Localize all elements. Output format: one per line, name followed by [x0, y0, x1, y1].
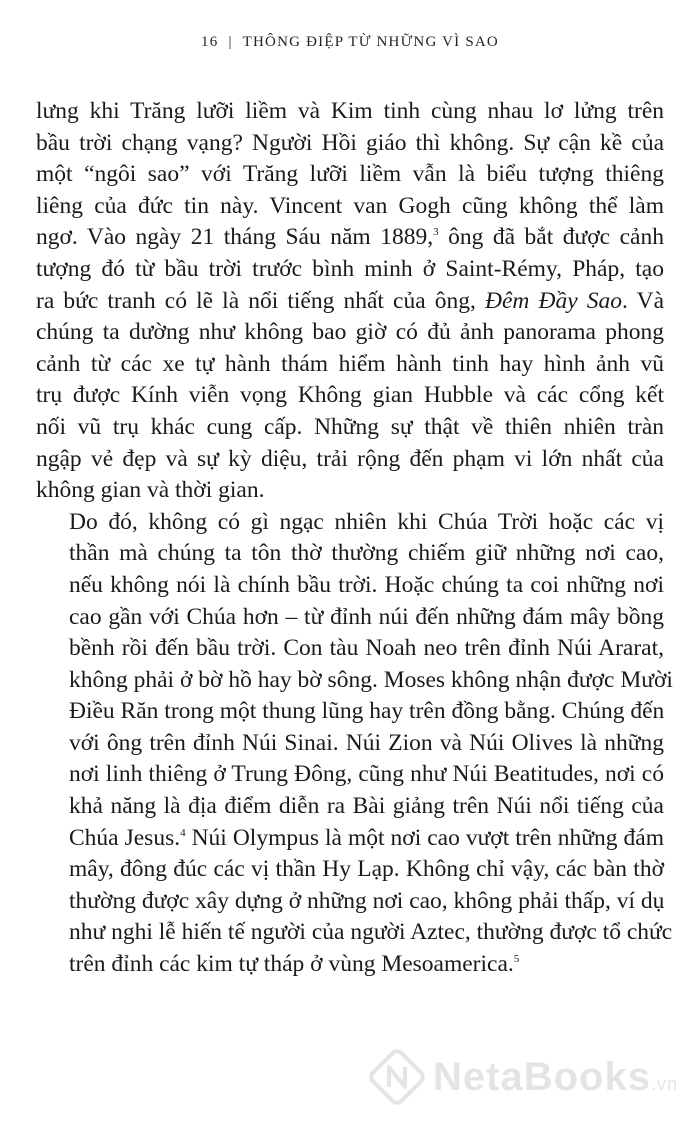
body-text — [36, 96, 673, 981]
line-text: trên đỉnh các kim tự tháp ở vùng Mesoamerica. — [69, 951, 514, 978]
footnote-marker: 4 — [180, 826, 186, 839]
text-line: không gian và thời gian. — [36, 477, 265, 504]
text-line: không phải ở bờ hồ hay bờ sông. Moses không nhận được Mười — [69, 666, 673, 693]
text-line: nếu không nói là chính bầu trời. Hoặc chúng ta coi những nơi — [69, 571, 664, 598]
paragraph-2 — [36, 507, 673, 981]
watermark-text — [433, 1055, 678, 1100]
footnote-marker: 5 — [513, 953, 520, 966]
paragraph-1 — [36, 96, 664, 507]
text-line: lưng khi Trăng lưỡi liềm và Kim tinh cùng nhau lơ lửng trên — [36, 98, 664, 124]
text-line: mây, đông đúc các vị thần Hy Lạp. Không chỉ vậy, các bàn thờ — [69, 856, 664, 883]
text-line: bầu trời chạng vạng? Người Hồi giáo thì không. Sự cận kề của — [36, 129, 664, 156]
chapter-title: THÔNG ĐIỆP TỪ NHỮNG VÌ SAO — [242, 34, 499, 50]
line-text: ông đã bắt được cảnh — [438, 224, 664, 251]
text-line: liêng của đức tin này. Vincent van Gogh cũng không thể làm — [36, 192, 664, 219]
text-line: chúng ta dường như không bao giờ có đủ ảnh panorama phong — [36, 319, 664, 346]
page-number: 16 — [201, 34, 219, 50]
text-line: thường được xây dựng ở những nơi cao, không phải thấp, ví dụ — [69, 887, 665, 914]
text-line: tượng đó từ bầu trời trước bình minh ở Saint-Rémy, Pháp, tạo — [36, 255, 664, 282]
netabooks-logo-icon — [367, 1047, 427, 1107]
text-line: thần mà chúng ta tôn thờ thường chiếm giữ những nơi cao, — [69, 540, 664, 567]
text-line — [36, 286, 664, 318]
text-line: ngập vẻ đẹp và sự kỳ diệu, trải rộng đến phạm vi lớn nhất của — [36, 445, 664, 472]
watermark-suffix: .vn — [650, 1073, 678, 1094]
text-line: khả năng là địa điểm diễn ra Bài giảng trên Núi nổi tiếng của — [69, 793, 664, 820]
text-line: một “ngôi sao” với Trăng lưỡi liềm vẫn là biểu tượng thiêng — [36, 161, 664, 188]
watermark-brand: NetaBooks — [433, 1054, 651, 1099]
text-line: Điều Răn trong một thung lũng hay trên đồng bằng. Chúng đến — [69, 698, 665, 725]
line-text: ngơ. Vào ngày 21 tháng Sáu năm 1889, — [36, 224, 434, 251]
watermark — [367, 1047, 678, 1107]
line-text: . Và — [622, 287, 664, 314]
line-text: Núi Olympus là một nơi cao vượt trên những đám — [185, 824, 664, 851]
text-line: trụ được Kính viễn vọng Không gian Hubble và các cổng kết — [36, 382, 664, 409]
text-line — [36, 222, 664, 254]
text-line: nối vũ trụ khác cung cấp. Những sự thật về thiên nhiên tràn — [36, 413, 664, 440]
painting-title: Đêm Đầy Sao — [485, 287, 623, 314]
footnote-marker: 3 — [433, 226, 439, 239]
text-line: cao gần với Chúa hơn – từ đỉnh núi đến những đám mây bồng — [69, 603, 664, 630]
text-line — [36, 823, 664, 855]
text-line: với ông trên đỉnh Núi Sinai. Núi Zion và Núi Olives là những — [69, 729, 664, 756]
text-line: Do đó, không có gì ngạc nhiên khi Chúa Trời hoặc các vị — [69, 508, 664, 535]
line-text: ra bức tranh có lẽ là nổi tiếng nhất của ông, — [36, 287, 476, 314]
line-text: Chúa Jesus. — [69, 824, 181, 851]
header-separator: | — [228, 34, 233, 50]
text-line — [36, 949, 664, 981]
text-line: cảnh từ các xe tự hành thám hiểm hành tinh hay hình ảnh vũ — [36, 350, 664, 377]
text-line: như nghi lễ hiến tế người của người Aztec, thường được tổ chức — [69, 919, 673, 946]
running-header — [0, 34, 700, 51]
text-line: bềnh rồi đến bầu trời. Con tàu Noah neo trên đỉnh Núi Ararat, — [69, 635, 664, 662]
text-line: nơi linh thiêng ở Trung Đông, cũng như Núi Beatitudes, nơi có — [69, 761, 664, 788]
